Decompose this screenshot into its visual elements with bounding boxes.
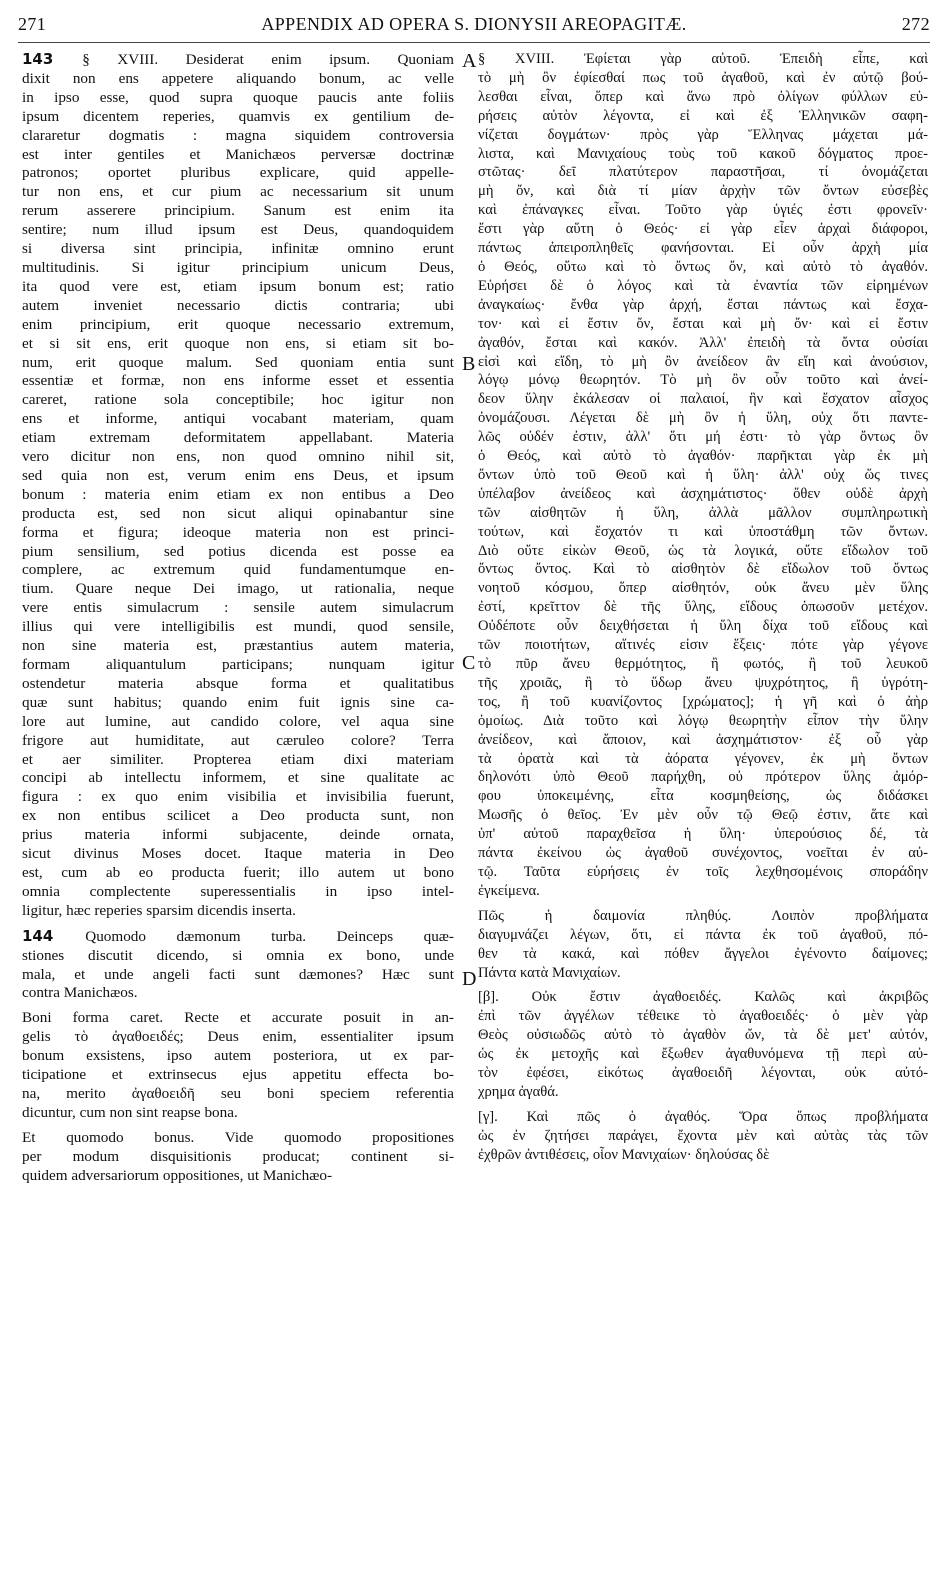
text-line [478,88,928,107]
text-line [22,146,454,165]
line-text: frigore aut humiditate, aut cæruleo colore? Terra [22,731,454,749]
line-text: νοητοῦ κόσμου, ὅπερ αἰσθητόν, οὐκ ἄνευ μὲν ὕλης [478,580,928,597]
line-text: Πάντα κατὰ Μανιχαίων. [478,964,621,981]
text-line [22,713,454,732]
line-text: Εὑρήσει δὲ ὁ λόγος καὶ τὰ ἐναντία τῶν εἰρημένων [478,277,928,294]
text-line [478,964,928,983]
line-text: ρήσεις αὐτὸν λέγοντα, εἰ καὶ ἐξ Ἑλληνικῶν σαφη- [478,107,928,124]
text-line [22,108,454,127]
line-text: § XVIII. Ἐφίεται γὰρ αὐτοῦ. Ἐπειδὴ εἶπε, καὶ [478,51,928,67]
line-text: τὸ μὴ ὂν ἐφίεσθαί πως τοῦ ἀγαθοῦ, καὶ ἐν αὐτῷ βού- [478,69,928,86]
text-line [478,1026,928,1045]
line-text: λόγῳ μόνῳ θεωρητόν. Τὸ μὴ ὂν οὖν τοῦτο καὶ ἀνεί- [478,372,928,389]
text-line [22,1148,454,1167]
text-line [22,1129,454,1148]
text-line [22,637,454,656]
paragraph-143 [22,50,454,921]
line-text: quæ sunt habitus; quando enim fuit ignis sine ca- [22,693,454,711]
line-text: ἀνείδεον, καὶ ἄποιον, καὶ ἀσχημάτιστον· ἐξ οὗ γὰρ [478,731,928,748]
text-line [22,505,454,524]
text-line [478,390,928,409]
text-line [22,826,454,845]
text-line [22,221,454,240]
text-line [22,1085,454,1104]
text-line [22,883,454,902]
line-text: [γ]. Καὶ πῶς ὁ ἀγαθός. Ὅρα ὅπως προβλήματα [478,1108,928,1125]
line-text: ἔστι γὰρ αὕτη ὁ Θεός· εἰ γὰρ εἶεν ἀρχαὶ διάφοροι, [478,221,928,238]
text-line [478,315,928,334]
text-line [22,656,454,675]
line-text: et si sit ens, erit quoque non ens, si etiam sit bo- [22,334,454,352]
text-line [22,769,454,788]
line-text: τούτων, καὶ ἔσχατόν τι καὶ ὑποστάθμη τῶν ὄντων. [478,523,928,540]
text-line [478,806,928,825]
text-line [478,945,928,964]
line-text: φου ὑποκειμένης, εἶτα κοσμηθείσης, ὡς διδάσκει [478,788,928,805]
line-text: producta est, sed non sicut aliqui opinabantur sine [22,504,454,522]
line-text: non sine materia est, præstantius autem materia, [22,637,454,655]
text-line [478,296,928,315]
text-line [22,278,454,297]
latin-column [22,50,454,1191]
text-line [478,907,928,926]
text-line [478,655,928,674]
line-text: rerum asserere principium. Sanum est enim ita [22,202,454,220]
line-text: τος, ἢ τοῦ κυανίζοντος [χρώματος]; ἡ γῆ καὶ ὁ ἀὴρ [478,693,928,710]
text-line [478,1083,928,1102]
line-text: τῷ. Ταῦτα εὑρήσεις ἐν τοῖς λεχθησομένοις σποράδην [478,863,928,880]
text-line [478,485,928,504]
greek-paragraph-3 [478,988,928,1101]
text-line [478,145,928,164]
text-line [478,126,928,145]
text-line [478,579,928,598]
text-line [478,258,928,277]
right-page-number: 272 [901,14,930,34]
text-line [22,183,454,202]
text-line [22,448,454,467]
text-line [478,201,928,220]
line-text: sed quia non est, verum enim ens Deus, et ipsum [22,466,454,484]
line-text: essentiæ et formæ, non ens informe esset et essentia [22,372,454,390]
text-line [478,163,928,182]
running-title: APPENDIX AD OPERA S. DIONYSII AREOPAGITÆ. [261,14,687,34]
line-text: bonum exsistens, ipso autem posteriora, ut ex par- [22,1047,454,1065]
text-line [478,844,928,863]
text-line [22,486,454,505]
text-line [22,429,454,448]
line-text: νίζεται δογμάτων· πρὸς γὰρ Ἕλληνας μάχεται μά- [478,126,928,143]
line-text: ens et informe, antiqui vocabant materiam, quam [22,410,454,428]
paragraph-number: 143 [22,50,83,68]
text-line [22,259,454,278]
text-line [478,1064,928,1083]
text-line [22,845,454,864]
section-marker-b: B [462,353,476,375]
line-text: ὑπέλαβον ἀνείδεος καὶ ἀσχημάτιστος· ὅθεν οὐδὲ ἀρχὴ [478,485,928,502]
line-text: ticipatione et extrinsecus ejus appetitu effecta bo- [22,1066,454,1084]
text-line [478,371,928,390]
line-text: ἐπὶ τῶν ἀγγέλων τέθεικε τὸ ἀγαθοειδές· ὁ μὲν γὰρ [478,1008,928,1025]
text-line [478,787,928,806]
line-text: forma et figura; ideoque materia non est princi- [22,523,454,541]
text-line [22,618,454,637]
greek-column [478,50,928,1171]
text-line [478,1007,928,1026]
text-line [478,863,928,882]
line-text: πάντως ἀπειροπληθεῖς φανήσονται. Εἰ οὖν ἀρχὴ μία [478,240,928,257]
text-line [22,391,454,410]
text-line [478,988,928,1007]
text-line [22,984,454,1003]
line-text: clararetur dogmatis : magna siquidem controversia [22,126,454,144]
line-text: ex non entibus scilicet a Deo producta sunt, non [22,807,454,825]
left-page-number: 271 [18,14,47,34]
text-line [478,542,928,561]
text-line [478,1127,928,1146]
text-line [22,694,454,713]
text-line [478,428,928,447]
line-text: χρημα ἀγαθά. [478,1083,559,1100]
line-text: concipi ab intellectu informem, et sine qualitate ac [22,769,454,787]
line-text: ostendetur materia absque forma et qualitatibus [22,674,454,692]
greek-paragraph-1 [478,50,928,901]
text-line [478,768,928,787]
line-text: figura : ex quo enim visibilia et invisibilia fuerunt, [22,788,454,806]
text-line [22,164,454,183]
line-text: est, cum ab eo producta fuerit; illo autem ut bono [22,863,454,881]
line-text: ἀγαθόν, ἔσται καὶ κακόν. Ἀλλ' ἐπειδὴ τὰ ὄντα οὐσίαι [478,334,928,351]
line-text: illius qui vere intelligibilis est mundi, quod sensile, [22,618,454,636]
line-text: etiam extremam deformitatem appellabant. Materia [22,429,454,447]
line-text: ipsum dicentem reperies, quamvis ex gentilium de- [22,107,454,125]
line-text: τῶν ποιοτήτων, αἵτινές εἰσιν ἕξεις· πότε γὰρ γέγονε [478,637,928,654]
text-line [22,1047,454,1066]
line-text: lore aut lumine, aut candido colore, vel aqua sine [22,712,454,730]
line-text: Et quomodo bonus. Vide quomodo propositiones [22,1128,454,1146]
line-text: διαγυμνάζει λέγων, ὅτι, εἰ πάντα ἐκ τοῦ ἀγαθοῦ, πό- [478,926,928,943]
text-line [478,674,928,693]
line-text: λῶς οὐδέν ἐστιν, ἀλλ' ὅτι μή ἐστι· τὸ γὰρ ὄντως ὂν [478,429,928,446]
text-line [22,1104,454,1123]
line-text: καὶ ἐπάναγκες εἶναι. Τοῦτο γὰρ ὑγιές ἐστι φρονεῖν· [478,202,928,219]
line-text: τῶν αἰσθητῶν ἡ ὕλη, ἀλλὰ μᾶλλον συμπληρωτικὴ [478,504,928,521]
text-line [22,467,454,486]
text-line [478,523,928,542]
line-text: τον· καὶ εἰ ἔστιν ὄν, ἔσται καὶ μὴ ὄν· καὶ εἰ ἔστιν [478,315,928,332]
text-line [478,617,928,636]
text-line [22,561,454,580]
line-text: ἐχθρῶν ἀντιθέσεις, οἷον Μανιχαίων· δηλούσας δὲ [478,1146,770,1163]
line-text: ita quod vere est, etiam ipsum bonum est; ratio [22,277,454,295]
text-line [478,277,928,296]
text-line [22,372,454,391]
text-line [478,598,928,617]
line-text: εἰσὶ καὶ εἴδη, τὸ μὴ ὂν ἀνείδεον ἂν εἴη καὶ ἀνούσιον, [478,353,928,370]
text-line [22,864,454,883]
line-text: Διὸ οὔτε εἰκὼν Θεοῦ, ὡς τὰ λογικά, οὔτε εἴδωλον τοῦ [478,542,928,559]
line-text: dixit non ens appetere aliquando bonum, ac velle [22,69,454,87]
line-text: ἐστί, κρεῖττον δὲ τῆς ὕλης, εἴδους ὁπωσοῦν μετέχον. [478,599,928,616]
line-text: et aer similiter. Propterea etiam dixi materiam [22,750,454,768]
line-text: enim principium, erit quoque necessario extremum, [22,315,454,333]
line-text: est inter gentiles et Manichæos perversæ doctrinæ [22,145,454,163]
line-text: ligitur, hæc reperies sparsim dicendis inserta. [22,901,296,919]
text-line [22,70,454,89]
text-line [478,731,928,750]
line-text: vere entis simulacrum : sensile autem simulacrum [22,599,454,617]
text-line [22,580,454,599]
text-line [478,69,928,88]
text-line [478,825,928,844]
line-text: πάντα ἐκείνου ὡς ἀγαθοῦ συνέχοντος, νοεῖται ἐν αὐ- [478,845,928,862]
text-line [22,297,454,316]
text-line [478,1108,928,1127]
line-text: careret, ratione sola conceptibile; hoc igitur non [22,391,454,409]
line-text: ὄντως ὄντος. Καὶ τὸ αἰσθητὸν δὲ εἴδωλον τοῦ ὄντως [478,561,928,578]
text-line [478,882,928,901]
line-text: ὁμοίως. Διὰ τοῦτο καὶ λόγῳ θεωρητὴν εἶπον τὴν ὕλην [478,712,928,729]
section-marker-d: D [462,968,477,990]
text-line [478,1146,928,1165]
text-line [22,316,454,335]
line-text: [β]. Οὐκ ἔστιν ἀγαθοειδές. Καλῶς καὶ ἀκριβῶς [478,989,928,1006]
section-marker-a: A [462,50,477,72]
text-line [478,353,928,372]
text-line [478,107,928,126]
line-text: τὸν ἐφέσει, εἰκότως ἀγαθοειδῆ λέγονται, οὐκ αὐτό- [478,1065,928,1082]
line-text: τὸ πῦρ ἄνευ θερμότητος, ἢ φωτός, ἢ τοῦ λευκοῦ [478,656,928,672]
text-line [478,926,928,945]
line-text: multitudinis. Si igitur principium unicum Deus, [22,258,454,276]
text-line [22,599,454,618]
line-text: ὡς ἐν ζητήσει παράγει, ἔχοντα μὲν καὶ αὐτὰς τὰς τῶν [478,1127,928,1144]
line-text: ἐγκείμενα. [478,882,540,899]
line-text: λιστα, καὶ Μανιχαίους τοὺς τοῦ κακοῦ δόγματος προε- [478,145,928,162]
text-line [478,693,928,712]
text-line [22,127,454,146]
text-line [22,732,454,751]
text-line [478,409,928,428]
text-line [478,750,928,769]
line-text: τὰ ὁρατὰ καὶ τὰ ἀόρατα γέγονεν, ἐκ μὴ ὄντων [478,750,928,767]
text-line [478,1045,928,1064]
line-text: num, erit quoque malum. Sed quoniam entia sunt [22,353,454,371]
line-text: contra Manichæos. [22,984,138,1002]
text-line [22,1028,454,1047]
line-text: Πῶς ἡ δαιμονία πληθύς. Λοιπὸν προβλήματα [478,907,928,924]
line-text: ὁ Θεός, καὶ αὐτὸ τὸ ἀγαθόν· παρῆκται γὰρ ἐκ μὴ [478,448,928,465]
line-text: omnia complectente superessentialis in ipso intel- [22,882,454,900]
text-line [22,1167,454,1186]
line-text: sicut divinus Moses docet. Itaque materia in Deo [22,845,454,863]
line-text: gelis τὸ ἀγαθοειδές; Deus enim, essentialiter ipsum [22,1028,454,1046]
text-line [478,50,928,69]
text-line [22,947,454,966]
line-text: tur non ens, et cur pium ac necessarium sit unum [22,183,454,201]
text-line [22,202,454,221]
line-text: Οὐδέποτε οὖν δειχθήσεται ἡ ὕλη δίχα τοῦ εἴδους καὶ [478,618,928,635]
text-line [478,560,928,579]
line-text: stiones discutit dicendo, si omnia ex bono, unde [22,946,454,964]
line-text: pium sensilium, sed potius dicenda est posse ea [22,542,454,560]
text-line [22,89,454,108]
text-line [22,335,454,354]
line-text: mala, et unde angeli facti sunt dæmones? Hæc sunt [22,965,454,983]
line-text: θεν τὰ κακά, καὶ πόθεν ἄγγελοι ἐγένοντο δαίμονες; [478,945,928,962]
line-text: complere, ac extremum quid fundamentumque en- [22,561,454,579]
paragraph-boni-forma [22,1009,454,1122]
line-text: ὡς ἐκ μετοχῆς καὶ ἔξωθεν ἀγαθυνόμενα τῇ περὶ αὐ- [478,1046,928,1063]
text-line [478,466,928,485]
line-text: στῶτας· δεῖ πλατύτερον παραστῆσαι, τί ὀνομάζεται [478,164,928,181]
line-text: formam aliquantulum participans; nunquam igitur [22,656,454,673]
text-line [22,1009,454,1028]
text-line [478,334,928,353]
line-text: bonum : materia enim etiam ex non entibus a Deo [22,485,454,503]
line-text: na, merito ἀγαθοειδῆ seu boni speciem referentia [22,1084,454,1102]
text-line [22,354,454,373]
text-line [22,807,454,826]
text-line [22,927,454,947]
line-text: ἀναγκαίως· ἔνθα γὰρ ἀρχή, ἔσται πάντως καὶ ἔσχα- [478,296,928,313]
line-text: λεσθαι εἶναι, ὅπερ καὶ ἄνω πρὸ ὀλίγων φύλλων εὑ- [478,88,928,105]
line-text: ὀνομάζουσι. Λέγεται δὲ μὴ ὂν ἡ ὕλη, οὐχ ὅτι παντε- [478,410,928,427]
text-line [22,751,454,770]
line-text: autem inveniet necessario dictis contraria; ubi [22,296,454,314]
line-text: ὑπ' αὐτοῦ παραχθεῖσα ἡ ὕλη· ὑπερούσιος δέ, τὰ [478,826,928,843]
line-text: ὁ Θεός, οὕτω καὶ τὸ ὄντως ὄν, καὶ αὐτὸ τὸ ἀγαθόν. [478,258,928,275]
line-text: vero dicitur non ens, non quod omnino nihil sit, [22,448,454,466]
running-header [18,14,930,43]
paragraph-et-quomodo [22,1129,454,1186]
paragraph-number: 144 [22,926,86,945]
greek-paragraph-2 [478,907,928,983]
section-marker-c: C [462,652,476,674]
text-line [22,50,454,70]
text-line [22,788,454,807]
line-text: quidem adversariorum oppositiones, ut Manichæo- [22,1166,333,1184]
line-text: si diversa sint principia, infinitæ omnino erunt [22,240,454,258]
text-line [22,902,454,921]
line-text: § XVIII. Desiderat enim ipsum. Quoniam [82,51,454,68]
text-line [22,543,454,562]
line-text: Boni forma caret. Recte et accurate posuit in an- [22,1009,454,1027]
text-line [22,410,454,429]
line-text: in ipso esse, quod supra quoque paucis ante foliis [22,88,454,106]
line-text: Quomodo dæmonum turba. Deinceps quæ- [85,927,454,945]
line-text: patronos; oportet pluribus explicare, quid appelle- [22,164,454,182]
text-line [478,504,928,523]
text-line [22,240,454,259]
line-text: μὴ ὄν, καὶ διὰ τί μίαν ἀρχὴν τῶν ὄντων εὐσεβὲς [478,183,928,200]
line-text: ὄντων ὑπὸ τοῦ Θεοῦ καὶ ἡ ὕλη· ἀλλ' οὐχ ὥς τινες [478,466,928,483]
line-text: δηλονότι ὑπὸ Θεοῦ παρήχθη, οὐ πρότερον ὕλης ἀμόρ- [478,769,928,786]
line-text: Μωσῆς ὁ θεῖος. Ἐν μὲν οὖν τῷ Θεῷ ἐστιν, ἅτε καὶ [478,807,928,824]
line-text: Θεὸς οὐσιωδῶς αὐτὸ τὸ ἀγαθὸν ὤν, τὰ δὲ μετ' αὐτόν, [478,1027,928,1044]
line-text: τῆς χροιᾶς, ἢ τὸ ὕδωρ ἄνευ ψυχρότητος, ἢ ὑγρότη- [478,674,928,691]
text-line [478,182,928,201]
line-text: δεον ὕλην ἐκάλεσαν οἱ παλαιοί, ἣν καὶ ἔσχατον αἶσχος [478,391,928,408]
line-text: per modum disquisitionis producat; continent si- [22,1147,454,1165]
text-line [22,966,454,985]
greek-paragraph-4 [478,1108,928,1165]
text-line [478,712,928,731]
text-line [478,447,928,466]
text-line [22,524,454,543]
paragraph-144 [22,927,454,1004]
text-line [22,675,454,694]
line-text: prius materia informi subjacente, deinde ornata, [22,826,454,844]
text-line [478,636,928,655]
line-text: dicuntur, cum non sint reapse bona. [22,1103,238,1121]
text-line [478,239,928,258]
line-text: sentire; num illud ipsum est Deus, quandoquidem [22,221,454,239]
line-text: tium. Quare neque Dei imago, ut rationalia, neque [22,580,454,598]
text-line [478,220,928,239]
text-line [22,1066,454,1085]
